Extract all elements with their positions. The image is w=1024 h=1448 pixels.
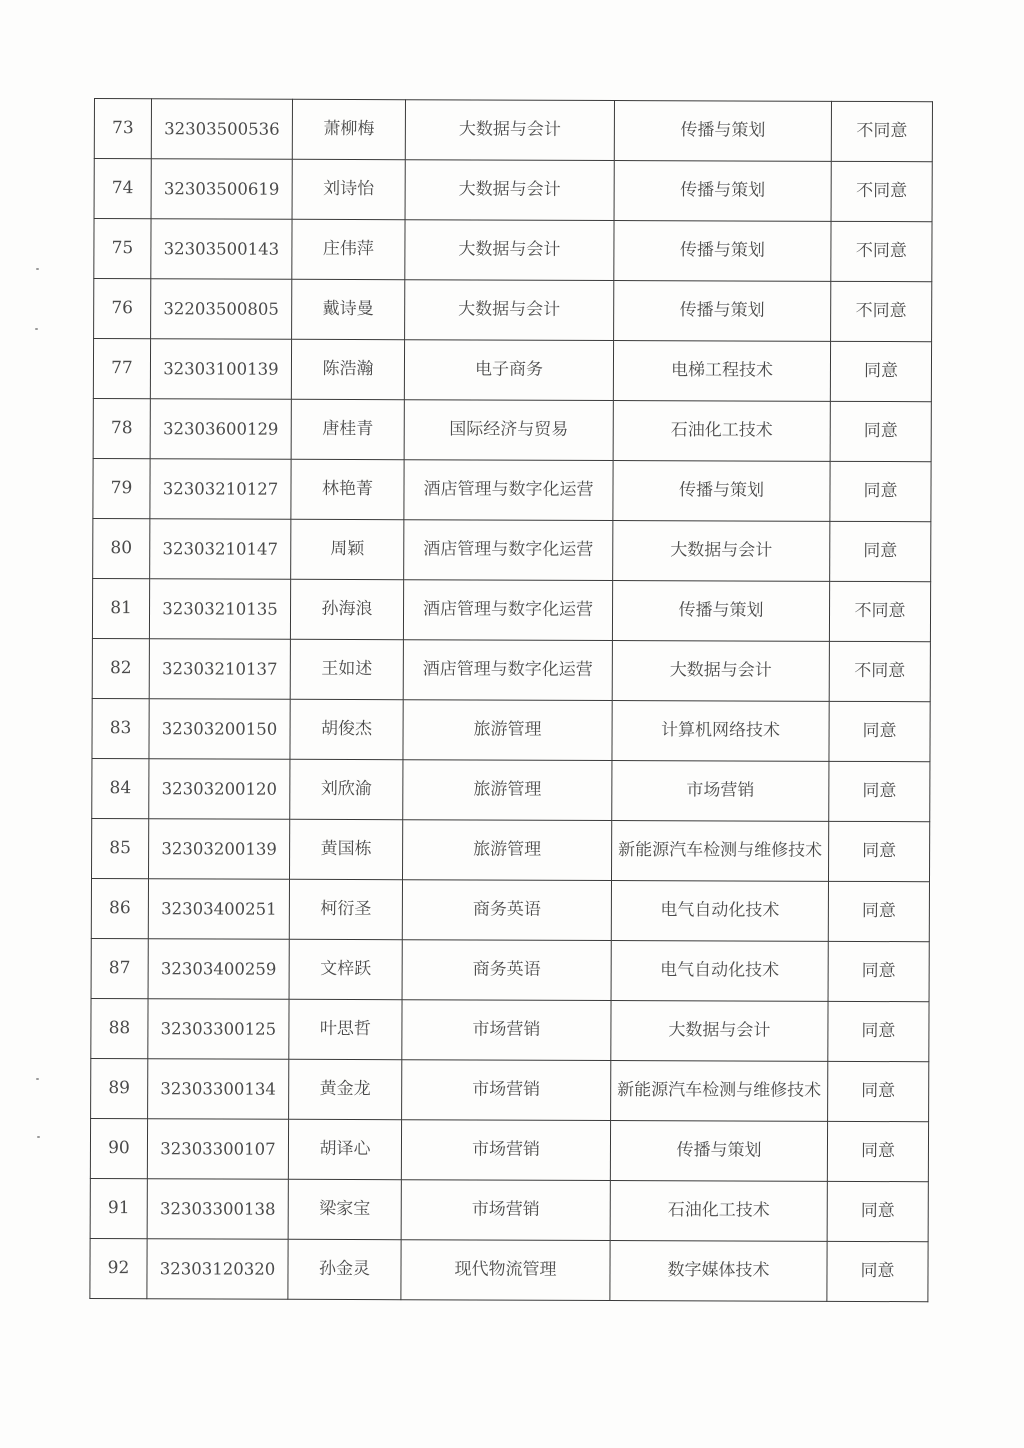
- table-row: [92, 818, 930, 881]
- original-major-cell: 国际经济与贸易: [404, 400, 613, 461]
- student-id-cell: 32303210135: [149, 579, 290, 640]
- student-id-cell: 32303500619: [151, 159, 292, 220]
- student-name-cell: 胡俊杰: [290, 699, 403, 759]
- table-row: [91, 938, 929, 1001]
- student-id-cell: 32303210147: [150, 519, 291, 580]
- approval-result-cell: 同意: [830, 341, 931, 401]
- approval-result-cell: 同意: [830, 401, 931, 461]
- student-name-cell: 刘欣渝: [290, 759, 403, 819]
- student-name-cell: 黄金龙: [289, 1059, 402, 1119]
- target-major-cell: 大数据与会计: [611, 1000, 828, 1061]
- original-major-cell: 旅游管理: [403, 760, 612, 821]
- scan-speck: [36, 268, 39, 270]
- row-number-cell: 86: [91, 878, 148, 938]
- table-row: [90, 1178, 928, 1241]
- table-row: [94, 219, 932, 282]
- approval-result-cell: 同意: [827, 1241, 928, 1301]
- table-row: [92, 578, 930, 641]
- student-name-cell: 刘诗怡: [292, 159, 405, 219]
- row-number-cell: 78: [93, 398, 150, 458]
- approval-result-cell: 同意: [828, 881, 929, 941]
- row-number-cell: 87: [91, 938, 148, 998]
- target-major-cell: 传播与策划: [614, 100, 831, 161]
- target-major-cell: 传播与策划: [614, 280, 831, 341]
- original-major-cell: 商务英语: [402, 940, 611, 1001]
- approval-result-cell: 同意: [828, 941, 929, 1001]
- student-name-cell: 戴诗曼: [292, 279, 405, 339]
- table-row: [94, 279, 932, 342]
- target-major-cell: 数字媒体技术: [610, 1240, 827, 1301]
- approval-result-cell: 不同意: [831, 281, 932, 341]
- original-major-cell: 酒店管理与数字化运营: [404, 520, 613, 581]
- original-major-cell: 市场营销: [401, 1180, 610, 1241]
- scan-speck: [35, 328, 38, 330]
- student-name-cell: 文梓跃: [289, 939, 402, 999]
- row-number-cell: 80: [93, 518, 150, 578]
- row-number-cell: 88: [91, 998, 148, 1058]
- table-row: [92, 638, 930, 701]
- approval-result-cell: 不同意: [829, 581, 930, 641]
- student-name-cell: 孙金灵: [288, 1239, 401, 1299]
- target-major-cell: 市场营销: [612, 760, 829, 821]
- target-major-cell: 传播与策划: [612, 580, 829, 641]
- approval-result-cell: 不同意: [831, 221, 932, 281]
- table-row: [91, 878, 929, 941]
- table-row: [93, 518, 931, 581]
- scan-speck: [37, 1136, 40, 1138]
- row-number-cell: 85: [92, 818, 149, 878]
- original-major-cell: 旅游管理: [403, 700, 612, 761]
- target-major-cell: 大数据与会计: [612, 640, 829, 701]
- original-major-cell: 酒店管理与数字化运营: [403, 580, 612, 641]
- target-major-cell: 电气自动化技术: [611, 940, 828, 1001]
- approval-result-cell: 同意: [827, 1121, 928, 1181]
- target-major-cell: 传播与策划: [614, 220, 831, 281]
- student-name-cell: 梁家宝: [288, 1179, 401, 1239]
- student-id-cell: 32303500143: [151, 219, 292, 280]
- original-major-cell: 市场营销: [401, 1120, 610, 1181]
- student-id-cell: 32303120320: [147, 1239, 288, 1300]
- row-number-cell: 77: [93, 339, 150, 399]
- row-number-cell: 75: [94, 219, 151, 279]
- original-major-cell: 旅游管理: [403, 820, 612, 881]
- table-row: [90, 1238, 928, 1301]
- target-major-cell: 大数据与会计: [613, 520, 830, 581]
- row-number-cell: 90: [90, 1118, 147, 1178]
- approval-result-cell: 同意: [829, 701, 930, 761]
- original-major-cell: 大数据与会计: [405, 100, 614, 161]
- student-name-cell: 林艳菁: [291, 459, 404, 519]
- student-id-cell: 32303200139: [149, 819, 290, 880]
- student-name-cell: 周颖: [291, 519, 404, 579]
- student-id-cell: 32303500536: [151, 99, 292, 160]
- target-major-cell: 新能源汽车检测与维修技术: [611, 820, 828, 881]
- target-major-cell: 传播与策划: [610, 1120, 827, 1181]
- original-major-cell: 现代物流管理: [401, 1240, 610, 1301]
- approval-result-cell: 同意: [829, 761, 930, 821]
- approval-result-cell: 不同意: [831, 161, 932, 221]
- row-number-cell: 73: [94, 99, 151, 159]
- table-row: [93, 339, 931, 402]
- approval-result-cell: 同意: [830, 461, 931, 521]
- student-name-cell: 萧柳梅: [292, 99, 405, 159]
- original-major-cell: 大数据与会计: [405, 280, 614, 341]
- student-id-cell: 32303300138: [147, 1179, 288, 1240]
- original-major-cell: 酒店管理与数字化运营: [404, 460, 613, 521]
- scan-speck: [36, 1078, 39, 1080]
- original-major-cell: 大数据与会计: [405, 160, 614, 221]
- student-id-cell: 32303400251: [148, 879, 289, 940]
- table-row: [94, 99, 932, 162]
- target-major-cell: 传播与策划: [613, 460, 830, 521]
- original-major-cell: 酒店管理与数字化运营: [403, 640, 612, 701]
- target-major-cell: 新能源汽车检测与维修技术: [611, 1060, 828, 1121]
- row-number-cell: 83: [92, 698, 149, 758]
- target-major-cell: 石油化工技术: [610, 1180, 827, 1241]
- approval-result-cell: 同意: [830, 521, 931, 581]
- approval-result-cell: 不同意: [829, 641, 930, 701]
- row-number-cell: 89: [91, 1058, 148, 1118]
- student-id-cell: 32303210137: [149, 639, 290, 700]
- table-row: [92, 758, 930, 821]
- student-id-cell: 32303300134: [148, 1059, 289, 1120]
- row-number-cell: 79: [93, 458, 150, 518]
- row-number-cell: 74: [94, 159, 151, 219]
- table-row: [93, 398, 931, 461]
- table-row: [92, 698, 930, 761]
- table-row: [94, 159, 932, 222]
- student-id-cell: 32303210127: [150, 459, 291, 520]
- student-name-cell: 柯衍圣: [289, 879, 402, 939]
- student-id-cell: 32303300107: [147, 1119, 288, 1180]
- row-number-cell: 91: [90, 1178, 147, 1238]
- student-name-cell: 孙海浪: [290, 579, 403, 639]
- student-name-cell: 黄国栋: [290, 819, 403, 879]
- table-row: [93, 458, 931, 521]
- student-id-cell: 32303400259: [148, 939, 289, 1000]
- student-id-cell: 32303200150: [149, 699, 290, 760]
- table-row: [90, 1118, 928, 1181]
- approval-result-cell: 不同意: [831, 101, 932, 161]
- student-id-cell: 32303200120: [149, 759, 290, 820]
- student-id-cell: 32303300125: [148, 999, 289, 1060]
- target-major-cell: 电气自动化技术: [611, 880, 828, 941]
- student-id-cell: 32303600129: [150, 399, 291, 460]
- original-major-cell: 市场营销: [402, 1060, 611, 1121]
- target-major-cell: 计算机网络技术: [612, 700, 829, 761]
- row-number-cell: 84: [92, 758, 149, 818]
- student-name-cell: 王如述: [290, 639, 403, 699]
- major-transfer-table: [89, 98, 933, 1302]
- student-name-cell: 胡译心: [288, 1119, 401, 1179]
- approval-result-cell: 同意: [828, 1001, 929, 1061]
- original-major-cell: 商务英语: [402, 880, 611, 941]
- target-major-cell: 传播与策划: [614, 160, 831, 221]
- approval-result-cell: 同意: [827, 1181, 928, 1241]
- table-row: [91, 1058, 929, 1121]
- student-name-cell: 唐桂青: [291, 399, 404, 459]
- original-major-cell: 市场营销: [402, 1000, 611, 1061]
- approval-result-cell: 同意: [828, 821, 929, 881]
- row-number-cell: 82: [92, 638, 149, 698]
- original-major-cell: 电子商务: [404, 340, 613, 401]
- student-name-cell: 庄伟萍: [292, 219, 405, 279]
- target-major-cell: 石油化工技术: [613, 400, 830, 461]
- target-major-cell: 电梯工程技术: [613, 340, 830, 401]
- approval-result-cell: 同意: [828, 1061, 929, 1121]
- student-id-cell: 32203500805: [151, 279, 292, 340]
- student-name-cell: 叶思哲: [289, 999, 402, 1059]
- row-number-cell: 92: [90, 1238, 147, 1298]
- original-major-cell: 大数据与会计: [405, 220, 614, 281]
- student-id-cell: 32303100139: [150, 339, 291, 400]
- student-name-cell: 陈浩瀚: [291, 339, 404, 399]
- table-row: [91, 998, 929, 1061]
- row-number-cell: 76: [94, 279, 151, 339]
- table-body: [90, 99, 933, 1302]
- row-number-cell: 81: [92, 578, 149, 638]
